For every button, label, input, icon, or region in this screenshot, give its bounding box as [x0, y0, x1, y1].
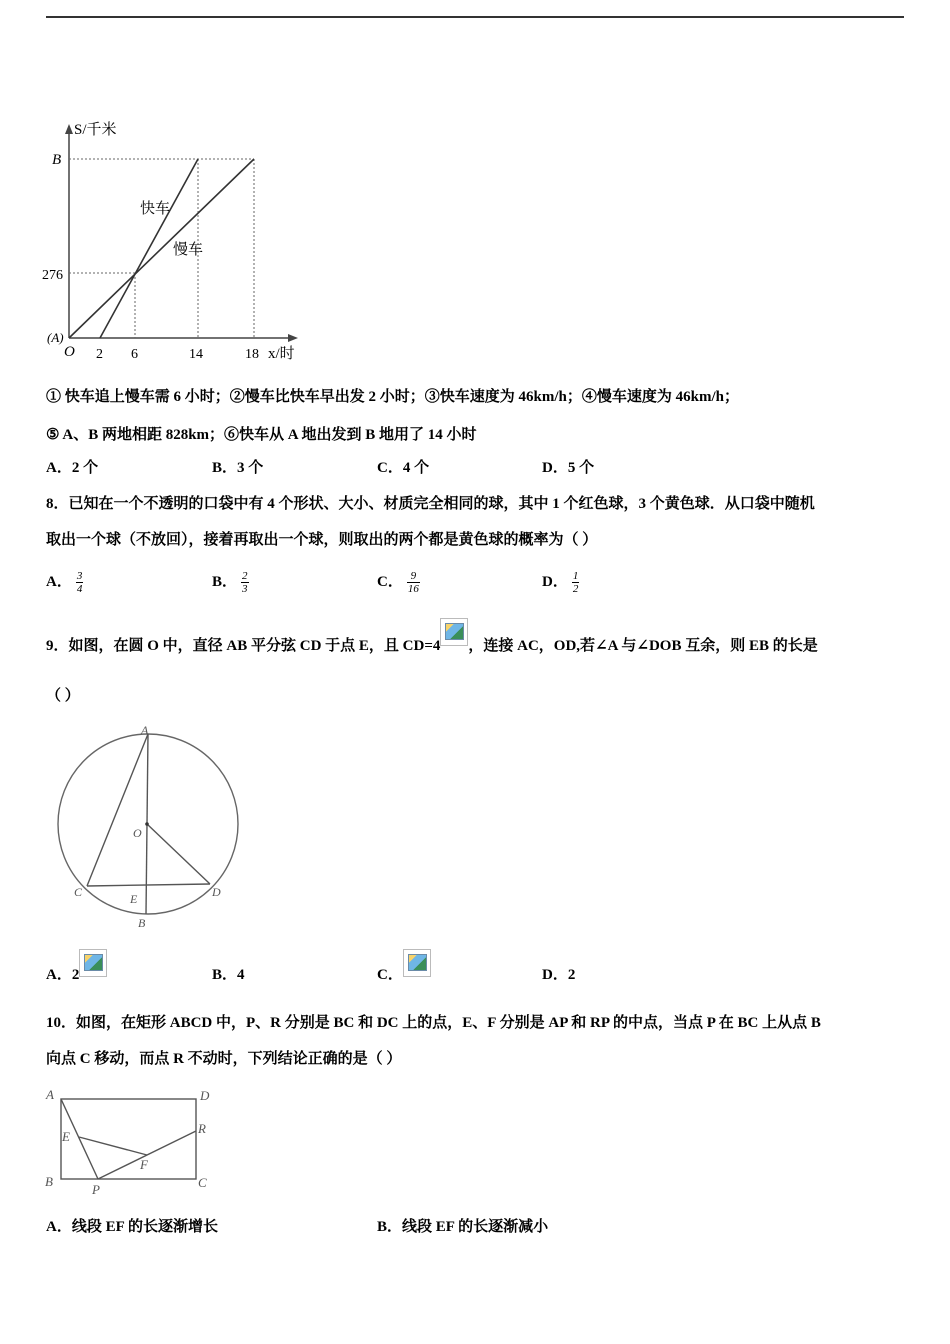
center-dot — [145, 822, 149, 826]
slow-car-line — [69, 159, 254, 338]
label-A: A — [46, 1087, 54, 1102]
label-D: D — [200, 1088, 210, 1103]
q9-option-b[interactable]: B．4 — [212, 967, 245, 983]
q9-line2: （ ） — [46, 688, 80, 704]
x-axis-arrow — [288, 334, 298, 342]
q7-option-a[interactable]: A．2 个 — [46, 460, 99, 476]
label-R: R — [198, 1121, 206, 1136]
q8-option-b-fraction — [241, 570, 249, 595]
q8-option-d-numerator: 1 — [572, 570, 579, 583]
q9-option-a-label: A．2 — [46, 967, 80, 983]
q8-option-c-fraction — [407, 570, 420, 595]
segment-AC — [87, 734, 148, 886]
q8-option-b-label: B． — [212, 574, 238, 590]
q8-line1: 8．已知在一个不透明的口袋中有 4 个形状、大小、材质完全相同的球，其中 1 个红色球，3 个黄色球．从口袋中随机 — [46, 496, 815, 512]
label-E: E — [62, 1129, 70, 1144]
q7-option-c[interactable]: C．4 个 — [377, 460, 430, 476]
label-C: C — [198, 1175, 207, 1190]
y-axis-label: S/千米 — [74, 122, 117, 138]
q10-line2: 向点 C 移动，而点 R 不动时，下列结论正确的是（ ） — [46, 1051, 402, 1067]
label-P: P — [92, 1182, 100, 1197]
circle-figure — [50, 718, 270, 933]
label-C: C — [74, 885, 83, 899]
y-tick-B: B — [52, 152, 62, 168]
origin-O-label: O — [64, 344, 75, 360]
label-D: D — [212, 885, 221, 899]
q8-option-c-label: C． — [377, 574, 403, 590]
x-axis-label: x/时 — [268, 346, 295, 362]
q8-option-a-label: A． — [46, 574, 72, 590]
q8-option-c-numerator: 9 — [407, 570, 420, 583]
x-tick-18: 18 — [245, 347, 259, 362]
q7-statements-line2: ⑤ A、B 两地相距 828km；⑥快车从 A 地出发到 B 地用了 14 小时 — [46, 427, 477, 443]
broken-image-icon — [440, 618, 468, 646]
q9-line1-part2: ，连接 AC，OD,若∠A 与∠DOB 互余，则 EB 的长是 — [468, 638, 818, 654]
q9-option-c-label: C． — [377, 967, 403, 983]
origin-A-label: (A) — [47, 330, 64, 345]
segment-OD — [147, 824, 210, 884]
q7-option-d[interactable]: D．5 个 — [542, 460, 595, 476]
broken-image-icon — [79, 949, 107, 977]
label-E: E — [130, 892, 138, 906]
q9-line1-part1: 9．如图，在圆 O 中，直径 AB 平分弦 CD 于点 E，且 CD=4 — [46, 638, 441, 654]
label-B: B — [138, 916, 146, 930]
q8-option-b-denominator: 3 — [242, 583, 248, 596]
q9-option-d[interactable]: D．2 — [542, 967, 576, 983]
slow-car-label: 慢车 — [173, 242, 204, 258]
rectangle-figure — [40, 1083, 220, 1201]
q8-option-a[interactable] — [46, 570, 83, 595]
x-tick-2: 2 — [96, 347, 103, 362]
q8-option-d[interactable] — [542, 570, 579, 595]
rectangle-ABCD — [61, 1099, 196, 1179]
q8-option-c[interactable] — [377, 570, 420, 595]
q7-statements-line1: ① 快车追上慢车需 6 小时；②慢车比快车早出发 2 小时；③快车速度为 46km/h；④慢车速度为 46km/h； — [46, 389, 739, 405]
q8-option-d-label: D． — [542, 574, 568, 590]
q10-option-b[interactable]: B．线段 EF 的长逐渐减小 — [377, 1219, 549, 1235]
label-F: F — [140, 1157, 148, 1172]
header-rule — [46, 16, 904, 18]
broken-image-icon — [403, 949, 431, 977]
y-axis-arrow — [65, 124, 73, 134]
q8-option-c-denominator: 16 — [407, 583, 419, 596]
label-O: O — [133, 826, 142, 840]
label-A: A — [141, 723, 149, 737]
q7-option-b[interactable]: B．3 个 — [212, 460, 264, 476]
q8-option-a-fraction — [76, 570, 84, 595]
q8-option-a-denominator: 4 — [76, 583, 83, 596]
segment-EF — [79, 1137, 147, 1155]
q10-option-a[interactable]: A．线段 EF 的长逐渐增长 — [46, 1219, 218, 1235]
q8-option-b[interactable] — [212, 570, 249, 595]
chord-CD — [87, 884, 210, 886]
label-B: B — [45, 1174, 53, 1189]
y-tick-276: 276 — [42, 268, 63, 283]
x-tick-6: 6 — [131, 347, 138, 362]
q9-option-c[interactable] — [377, 963, 431, 984]
q9-line1 — [46, 634, 818, 655]
q8-option-d-fraction — [572, 570, 580, 595]
q8-option-b-numerator: 2 — [242, 570, 248, 583]
x-tick-14: 14 — [189, 347, 203, 362]
fast-car-label: 快车 — [140, 201, 171, 217]
q8-option-a-numerator: 3 — [76, 570, 83, 583]
q8-line2: 取出一个球（不放回），接着再取出一个球，则取出的两个都是黄色球的概率为（ ） — [46, 532, 598, 548]
q8-option-d-denominator: 2 — [572, 583, 579, 596]
q10-line1: 10．如图，在矩形 ABCD 中，P、R 分别是 BC 和 DC 上的点，E、F 分别是 AP 和 RP 的中点，当点 P 在 BC 上从点 B — [46, 1015, 821, 1031]
distance-time-graph — [40, 118, 310, 368]
q9-option-a[interactable] — [46, 963, 107, 984]
